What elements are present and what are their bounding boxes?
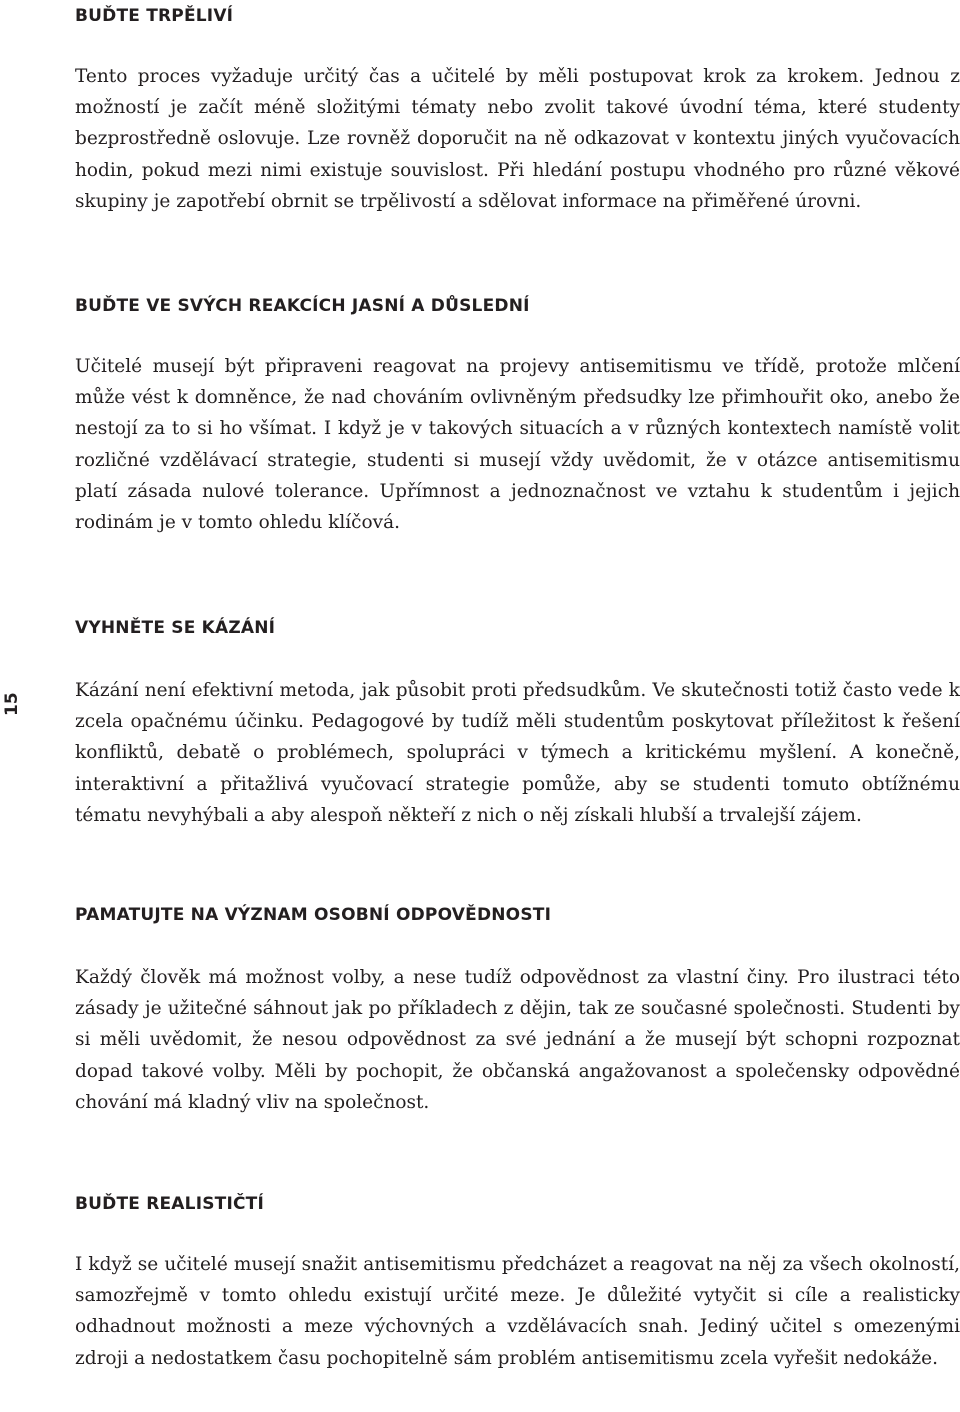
section-be-realistic [75, 1193, 960, 1374]
section-body: Každý člověk má možnost volby, a nese tudíž odpovědnost za vlastní činy. Pro ilustraci této zásady je užitečné sáhnout jak po příkladech z dějin, tak ze současné společnosti. Studenti by si měli uvědomit, že nesou odpovědnost za své jednání a že musejí být schopni rozpoznat dopad takové volby. Měli by pochopit, že občanská angažovanost a společensky odpovědné chování má kladný vliv na společnost. [75, 967, 960, 1113]
section-heading: VYHNĚTE SE KÁZÁNÍ [75, 618, 276, 638]
section-heading: BUĎTE VE SVÝCH REAKCÍCH JASNÍ A DŮSLEDNÍ [75, 296, 530, 316]
section-heading: BUĎTE REALISTIČTÍ [75, 1194, 264, 1214]
section-body: Kázání není efektivní metoda, jak působit proti předsudkům. Ve skutečnosti totiž často vede k zcela opačnému účinku. Pedagogové by tudíž měli studentům poskytovat příležitost k řešení konfliktů, debatě o problémech, spolupráci v týmech a kritickému myšlení. A konečně, interaktivní a přitažlivá vyučovací strategie pomůže, aby se studenti tomuto obtížnému tématu nevyhýbali a aby alespoň někteří z nich o něj získali hlubší a trvalejší zájem. [75, 680, 960, 826]
section-heading: BUĎTE TRPĚLIVÍ [75, 6, 234, 26]
section-body: Tento proces vyžaduje určitý čas a učitelé by měli postupovat krok za krokem. Jednou z možností je začít méně složitými tématy nebo zvolit takové úvodní téma, které studenty bezprostředně oslovuje. Lze rovněž doporučit na ně odkazovat v kontextu jiných vyučovacích hodin, pokud mezi nimi existuje souvislost. Při hledání postupu vhodného pro různé věkové skupiny je zapotřebí obrnit se trpělivostí a sdělovat informace na přiměřené úrovni. [75, 66, 960, 212]
section-heading: PAMATUJTE NA VÝZNAM OSOBNÍ ODPOVĚDNOSTI [75, 905, 552, 925]
section-be-patient [75, 5, 960, 217]
page-number: 15 [2, 692, 22, 716]
section-body: Učitelé musejí být připraveni reagovat na projevy antisemitismu ve třídě, protože mlčení může vést k domněnce, že nad chováním ovlivněným předsudky lze přimhouřit oko, anebo že nestojí za to si ho všímat. I když je v takových situacích a v různých kontextech namístě volit rozličné vzdělávací strategie, studenti si musejí vždy uvědomit, že v otázce antisemitismu platí zásada nulové tolerance. Upřímnost a jednoznačnost ve vztahu k studentům i jejich rodinám je v tomto ohledu klíčová. [75, 356, 960, 534]
section-avoid-preaching [75, 617, 960, 831]
section-be-clear [75, 295, 960, 538]
section-personal-responsibility [75, 904, 960, 1118]
section-body: I když se učitelé musejí snažit antisemitismu předcházet a reagovat na něj za všech okolností, samozřejmě v tomto ohledu existují určité meze. Je důležité vytyčit si cíle a realisticky odhadnout možnosti a meze výchovných a vzdělávacích snah. Jediný učitel s omezenými zdroji a nedostatkem času pochopitelně sám problém antisemitismu zcela vyřešit nedokáže. [75, 1254, 960, 1369]
